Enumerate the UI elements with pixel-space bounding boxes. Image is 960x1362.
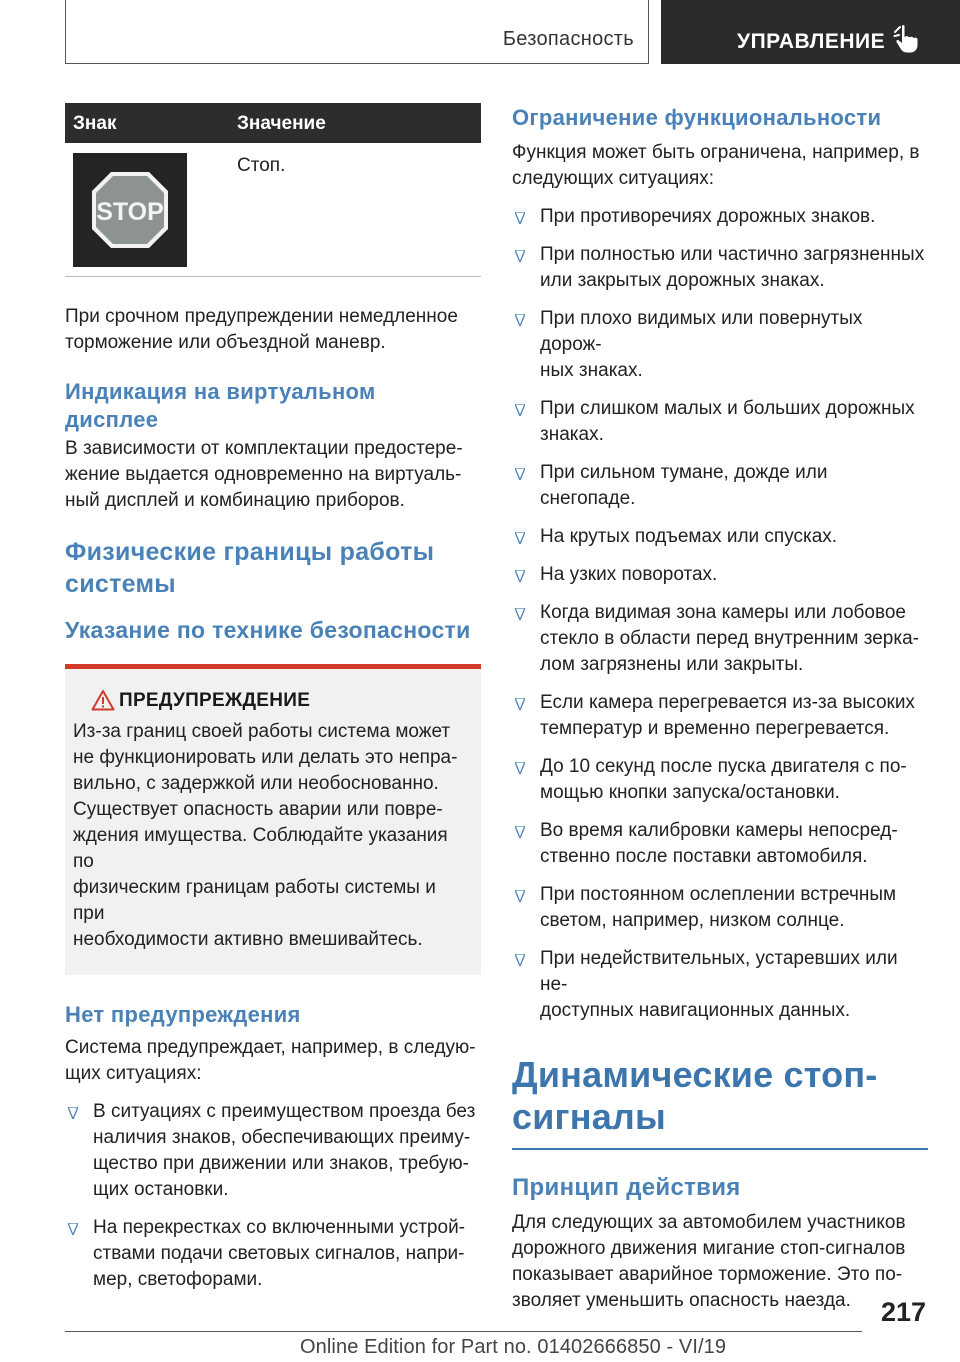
warning-triangle-icon: [91, 689, 115, 711]
edition-text: Online Edition for Part no. 01402666850 - VI/19: [300, 1336, 727, 1358]
triangle-bullet-icon: [68, 1107, 78, 1119]
warning-text: Из-за границ своей работы система может не функционировать или делать это непра- вильно, с задержкой или необоснованно. Существует опасность аварии или повре- ждения имущества. Соблюдайте указания по физическим границам работы системы и при необходимости активно вмешивайтесь.: [73, 721, 458, 950]
heading-virtual-display: Индикация на виртуальном дисплее: [65, 379, 376, 432]
stop-sign-image: [73, 153, 187, 267]
limited-list: [512, 204, 928, 1024]
principle-paragraph: Для следующих за автомобилем участников дорожного движения мигание стоп-сигналов показывает аварийное торможение. Это по- зволяет уменьшить опасность наезда.: [512, 1212, 906, 1311]
warning-title-row: [73, 689, 469, 713]
col-sign-header: Знак: [73, 113, 117, 134]
list-item: При полностью или частично загрязненных или закрытых дорожных знаках.: [512, 242, 928, 294]
limited-paragraph: Функция может быть ограничена, например, в следующих ситуациях:: [512, 142, 920, 189]
header-chapter-tab: [661, 0, 960, 64]
col-meaning-header: Значение: [237, 113, 326, 134]
sign-table-header: [65, 103, 481, 143]
list-item: Во время калибровки камеры непосред- ственно после поставки автомобиля.: [512, 818, 928, 870]
list-item: Когда видимая зона камеры или лобовое стекло в области перед внутренним зерка- лом загрязнены или закрыты.: [512, 600, 928, 678]
triangle-bullet-icon: [515, 570, 525, 582]
heading-no-warning: Нет предупреждения: [65, 1002, 301, 1027]
list-item: Если камера перегревается из-за высоких температур и временно перегревается.: [512, 690, 928, 742]
emergency-paragraph: При срочном предупреждении немедленное торможение или объездной маневр.: [65, 306, 458, 353]
list-item: На крутых подъемах или спусках.: [512, 524, 928, 550]
no-warning-list: [65, 1099, 481, 1293]
triangle-bullet-icon: [515, 404, 525, 416]
warning-box: [65, 664, 481, 975]
list-item: При слишком малых и больших дорожных знаках.: [512, 396, 928, 448]
stop-sign-text: STOP: [96, 198, 164, 226]
triangle-bullet-icon: [515, 608, 525, 620]
triangle-bullet-icon: [515, 954, 525, 966]
page-number: 217: [880, 1297, 926, 1327]
triangle-bullet-icon: [515, 468, 525, 480]
triangle-bullet-icon: [515, 698, 525, 710]
right-column: [512, 103, 928, 1314]
triangle-bullet-icon: [515, 762, 525, 774]
triangle-bullet-icon: [515, 532, 525, 544]
heading-system-limits: Физические границы работы системы: [65, 538, 435, 598]
left-column: [65, 103, 481, 1305]
heading-dynamic-brake-lights: Динамические стоп- сигналы: [512, 1054, 878, 1137]
triangle-bullet-icon: [515, 250, 525, 262]
list-item: При противоречиях дорожных знаков.: [512, 204, 928, 230]
hand-pointer-icon: [893, 24, 921, 54]
heading-rule: [512, 1148, 928, 1150]
warning-title: ПРЕДУПРЕЖДЕНИЕ: [119, 690, 311, 711]
no-warning-paragraph: Система предупреждает, например, в следую- щих ситуациях:: [65, 1037, 476, 1084]
virtual-paragraph: В зависимости от комплектации предостере- жение выдается одновременно на виртуаль- ный дисплей и комбинацию приборов.: [65, 438, 463, 511]
triangle-bullet-icon: [515, 826, 525, 838]
heading-limited-function: Ограничение функциональности: [512, 105, 882, 130]
list-item: При сильном тумане, дожде или снегопаде.: [512, 460, 928, 512]
heading-safety-note: Указание по технике безопасности: [65, 617, 471, 643]
header-section-tab: [65, 0, 649, 64]
triangle-bullet-icon: [515, 314, 525, 326]
list-item: На узких поворотах.: [512, 562, 928, 588]
chapter-title: УПРАВЛЕНИЕ: [737, 30, 886, 53]
list-item: На перекрестках со включенными устрой- ствами подачи световых сигналов, напри- мер, светофорами.: [65, 1215, 481, 1293]
stop-sign-icon: [73, 153, 187, 267]
list-item: При недействительных, устаревших или не- доступных навигационных данных.: [512, 946, 928, 1024]
list-item: При постоянном ослеплении встречным светом, например, низком солнце.: [512, 882, 928, 934]
footer-rule: [65, 1331, 862, 1332]
list-item: При плохо видимых или повернутых дорож- ных знаках.: [512, 306, 928, 384]
triangle-bullet-icon: [515, 212, 525, 224]
heading-principle: Принцип действия: [512, 1174, 741, 1201]
section-title: Безопасность: [502, 28, 634, 50]
triangle-bullet-icon: [515, 890, 525, 902]
triangle-bullet-icon: [68, 1223, 78, 1235]
list-item: До 10 секунд после пуска двигателя с по- мощью кнопки запуска/остановки.: [512, 754, 928, 806]
sign-meaning: Стоп.: [237, 155, 286, 176]
list-item: В ситуациях с преимуществом проезда без наличия знаков, обеспечивающих преиму- щество при движении или знаков, требую- щих остановки.: [65, 1099, 481, 1203]
sign-table-row: [65, 143, 481, 277]
